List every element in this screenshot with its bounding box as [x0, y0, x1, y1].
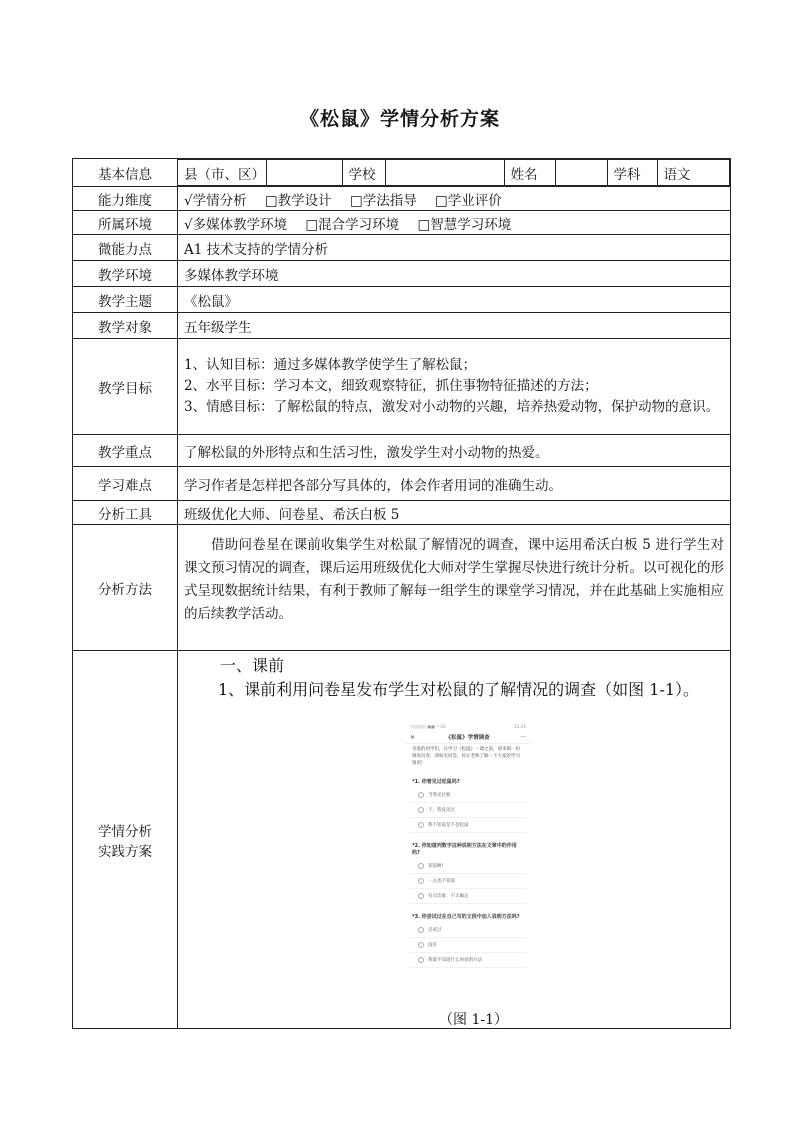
- question-2-option: 有点印象，不太确定: [410, 889, 526, 904]
- row-practice: [73, 651, 731, 1029]
- row-method: [73, 525, 731, 651]
- phone-status-bar: [406, 723, 530, 731]
- environment-option-smart[interactable]: □智慧学习环境: [417, 216, 512, 233]
- label-teaching-environment: 教学环境: [73, 261, 178, 287]
- row-target: [73, 313, 731, 339]
- row-environment: [73, 211, 731, 235]
- radio-icon: [418, 822, 424, 828]
- label-practice-line-2: 实践方案: [98, 843, 152, 860]
- label-target: 教学对象: [73, 313, 178, 339]
- question-3: *3. 你尝试过在自己写的文段中加入说明方法吗?: [412, 914, 520, 920]
- goals-value: [178, 339, 731, 435]
- phone-time: 12:26: [514, 724, 526, 729]
- radio-icon: [418, 863, 424, 869]
- radio-icon: [418, 807, 424, 813]
- row-basic-info: [73, 159, 731, 187]
- questionnaire-title: 《松鼠》学情调查: [445, 735, 490, 741]
- label-environment: 所属环境: [73, 211, 178, 235]
- section-heading: 一、课前: [220, 656, 285, 675]
- environment-options: [178, 211, 731, 235]
- teaching-environment-value: 多媒体教学环境: [178, 261, 731, 287]
- question-3-option: 我都不知道什么叫说明方法: [410, 953, 526, 968]
- name-field[interactable]: [555, 160, 607, 186]
- school-label: 学校: [342, 160, 385, 186]
- subject-label: 学科: [607, 160, 657, 186]
- analysis-table: [72, 158, 731, 1029]
- label-practice: [73, 651, 178, 1029]
- label-goals: 教学目标: [73, 339, 178, 435]
- label-practice-line-1: 学情分析: [98, 823, 152, 840]
- label-micro-ability: 微能力点: [73, 235, 178, 261]
- section-line: 1、课前利用问卷星发布学生对松鼠的了解情况的调查（如图 1-1）。: [218, 680, 700, 699]
- question-2-option: 一点也不知道: [410, 874, 526, 889]
- row-goals: [73, 339, 731, 435]
- county-field[interactable]: [266, 160, 342, 186]
- row-key-point: [73, 435, 731, 467]
- question-3-option: 没有: [410, 938, 526, 953]
- question-3-option: 尝试过: [410, 923, 526, 938]
- ability-option-design[interactable]: □教学设计: [264, 192, 332, 209]
- micro-ability-value: A1 技术支持的学情分析: [178, 235, 731, 261]
- row-difficulty: [73, 467, 731, 501]
- county-label: 县（市、区）: [178, 160, 266, 186]
- question-2: *2. 你知道列数字这种说明方法在文章中的作用吗?: [412, 843, 517, 856]
- row-theme: [73, 287, 731, 313]
- radio-icon: [418, 957, 424, 963]
- question-1-option: 当然见过啦: [410, 788, 526, 803]
- figure-caption: （图 1-1）: [439, 1012, 508, 1028]
- question-1-option: 我不知道是不是松鼠: [410, 818, 526, 833]
- goal-skill: 2、水平目标：学习本文，细致观察特征，抓住事物特征描述的方法；: [184, 378, 598, 394]
- row-micro-ability: [73, 235, 731, 261]
- goal-cognitive: 1、认知目标：通过多媒体教学使学生了解松鼠；: [184, 357, 477, 373]
- document-title: 《松鼠》学情分析方案: [299, 108, 500, 130]
- ability-option-analysis[interactable]: √学情分析: [184, 192, 247, 209]
- key-point-value: 了解松鼠的外形特点和生活习性，激发学生对小动物的热爱。: [178, 435, 731, 467]
- question-2-option: 知道啊!: [410, 859, 526, 874]
- theme-value: 《松鼠》: [178, 287, 731, 313]
- label-difficulty: 学习难点: [73, 467, 178, 501]
- goal-emotion: 3、情感目标：了解松鼠的特点，激发对小动物的兴趣，培养热爱动物，保护动物的意识。: [184, 399, 720, 415]
- label-theme: 教学主题: [73, 287, 178, 313]
- practice-content: [178, 651, 731, 1029]
- radio-icon: [418, 893, 424, 899]
- method-value: 借助问卷星在课前收集学生对松鼠了解情况的调查，课中运用希沃白板 5 进行学生对课文预习情况的调查，课后运用班级优化大师对学生掌握尽快进行统计分析。以可视化的形式呈现数据统计结果，有利于教师了解每一组学生的课堂学习情况，并在此基础上实施相应的后续教学活动。: [178, 525, 731, 651]
- label-ability: 能力维度: [73, 187, 178, 211]
- target-value: 五年级学生: [178, 313, 731, 339]
- tools-value: 班级优化大师、问卷星、希沃白板 5: [178, 501, 731, 525]
- name-label: 姓名: [504, 160, 555, 186]
- questionnaire-intro: 亲爱的同学们，在学习《松鼠》一课之前，请来填一份调查问卷，请如实回答，好让老师了解一下大家的学习情况!: [412, 747, 520, 766]
- question-1: *1. 你曾见过松鼠吗?: [412, 779, 460, 785]
- questionnaire-screenshot: [406, 723, 530, 1003]
- basic-info-fields: [178, 159, 730, 186]
- row-teaching-environment: [73, 261, 731, 287]
- close-icon: ×: [410, 733, 416, 741]
- radio-icon: [418, 942, 424, 948]
- label-tools: 分析工具: [73, 501, 178, 525]
- radio-icon: [418, 927, 424, 933]
- label-basic-info: 基本信息: [73, 159, 178, 187]
- label-method: 分析方法: [73, 525, 178, 651]
- label-key-point: 教学重点: [73, 435, 178, 467]
- school-field[interactable]: [385, 160, 504, 186]
- question-1-option: 不，我没见过: [410, 803, 526, 818]
- more-icon: ···: [520, 733, 526, 741]
- row-ability: [73, 187, 731, 211]
- ability-option-guidance[interactable]: □学法指导: [349, 192, 417, 209]
- subject-value: 语文: [657, 160, 730, 186]
- environment-option-mixed[interactable]: □混合学习环境: [305, 216, 400, 233]
- phone-carrier: 中国电信 ■■ ᵃˡˡ 4G: [410, 724, 446, 729]
- ability-option-evaluation[interactable]: □学业评价: [435, 192, 502, 209]
- phone-nav-bar: [406, 731, 530, 744]
- environment-option-multimedia[interactable]: √多媒体教学环境: [184, 216, 288, 233]
- radio-icon: [418, 878, 424, 884]
- ability-options: [178, 187, 731, 211]
- difficulty-value: 学习作者是怎样把各部分写具体的，体会作者用词的准确生动。: [178, 467, 731, 501]
- row-tools: [73, 501, 731, 525]
- radio-icon: [418, 792, 424, 798]
